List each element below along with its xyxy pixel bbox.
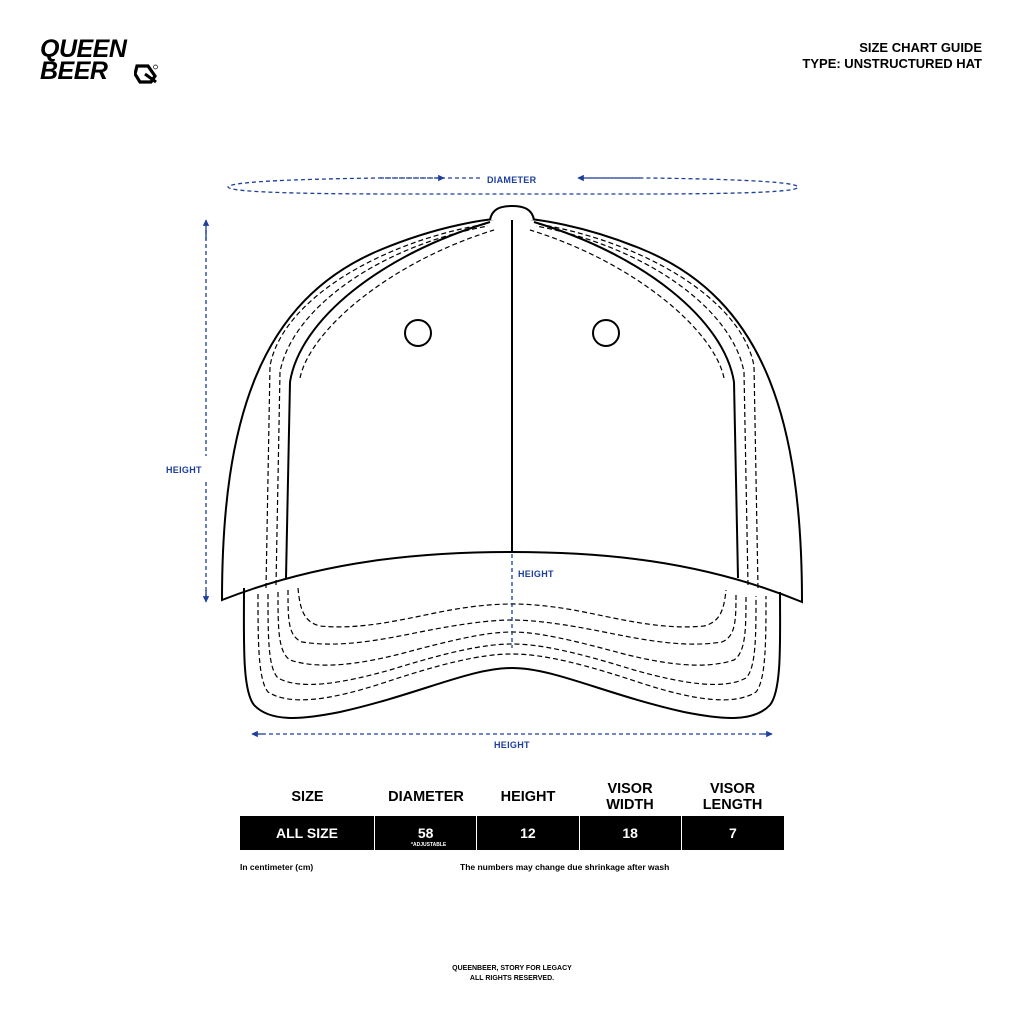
brand-logo-line1: QUEEN	[40, 35, 127, 63]
visor-width-label: HEIGHT	[494, 740, 530, 750]
visor-height-label: HEIGHT	[518, 569, 554, 579]
diameter-value: 58	[417, 825, 434, 841]
table-cell-visor-width: 18	[579, 816, 681, 850]
footer-line1: QUEENBEER, STORY FOR LEGACY	[452, 965, 572, 972]
shrinkage-note: The numbers may change due shrinkage after wash	[460, 862, 670, 872]
diameter-label: DIAMETER	[487, 175, 537, 185]
table-cell-size: ALL SIZE	[276, 825, 338, 841]
brand-logo-line2: BEER	[40, 57, 108, 85]
table-cell-diameter	[374, 816, 476, 850]
table-header-visor-length: VISOR LENGTH	[702, 781, 763, 813]
table-header-visor-width: VISOR WIDTH	[606, 781, 654, 813]
size-table	[240, 778, 784, 850]
footer-line2: ALL RIGHTS RESERVED.	[469, 975, 555, 982]
table-header-height: HEIGHT	[500, 789, 556, 805]
unit-note: In centimeter (cm)	[240, 862, 314, 872]
cap-crown	[222, 206, 802, 602]
table-cell-height: 12	[476, 816, 578, 850]
table-header-row	[240, 778, 784, 816]
page-subtitle: TYPE: UNSTRUCTURED HAT	[802, 56, 982, 71]
table-header-size: SIZE	[291, 789, 324, 805]
table-cell-visor-length: 7	[681, 816, 784, 850]
adjustable-note: *ADJUSTABLE	[411, 842, 447, 848]
cap-visor	[244, 588, 780, 718]
footer	[0, 964, 1024, 984]
height-label: HEIGHT	[166, 465, 202, 475]
table-row	[240, 816, 784, 850]
page-title: SIZE CHART GUIDE	[859, 40, 982, 55]
table-header-diameter: DIAMETER	[388, 789, 464, 805]
